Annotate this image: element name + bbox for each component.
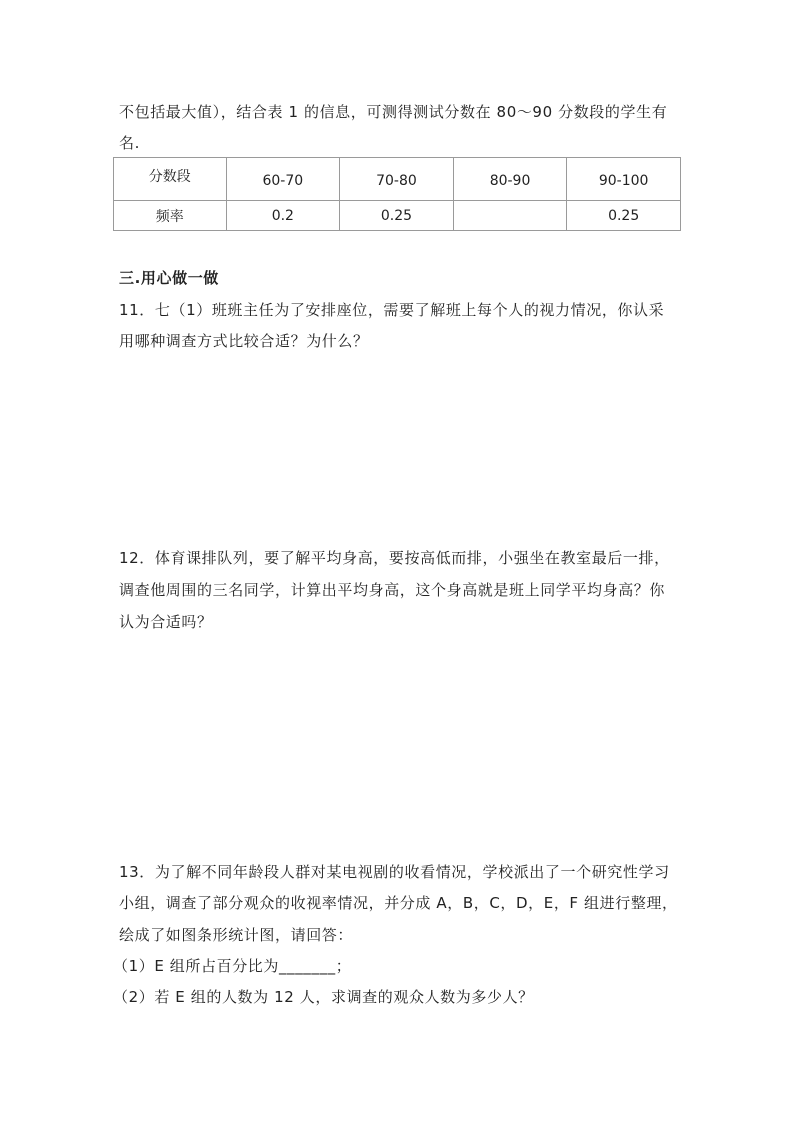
q11-line-1: 11．七（1）班班主任为了安排座位，需要了解班上每个人的视力情况，你认采 <box>119 301 665 319</box>
q13-sub-question-2: （2）若 E 组的人数为 12 人，求调查的观众人数为多少人？ <box>113 988 534 1006</box>
q13-sub-question-1: （1）E 组所占百分比为_______； <box>113 957 352 975</box>
q12-line-3: 认为合适吗？ <box>119 613 213 631</box>
intro-line-2: 名. <box>119 134 140 152</box>
table-cell-frequency: 0.2 <box>226 201 340 231</box>
q13-line-2: 小组，调查了部分观众的收视率情况，并分成 A，B，C，D，E，F 组进行整理， <box>119 894 678 912</box>
q11-line-2: 用哪种调查方式比较合适？为什么？ <box>119 332 369 350</box>
table-cell-frequency: 0.25 <box>567 201 681 231</box>
q12-line-2: 调查他周围的三名同学，计算出平均身高，这个身高就是班上同学平均身高？你 <box>119 581 666 599</box>
q13-line-1: 13．为了解不同年龄段人群对某电视剧的收看情况，学校派出了一个研究性学习 <box>119 863 670 881</box>
table-cell-segment: 80-90 <box>453 158 567 201</box>
section-title: 三.用心做一做 <box>119 269 219 287</box>
frequency-table <box>113 157 681 231</box>
intro-line-1: 不包括最大值），结合表 1 的信息，可测得测试分数在 80～90 分数段的学生有 <box>119 103 668 121</box>
table-cell-frequency <box>453 201 567 231</box>
q12-line-1: 12．体育课排队列，要了解平均身高，要按高低而排，小强坐在教室最后一排， <box>119 549 670 567</box>
table-cell-segment: 90-100 <box>567 158 681 201</box>
table-header-frequency: 频率 <box>114 201 227 231</box>
table-cell-frequency: 0.25 <box>340 201 454 231</box>
q13-line-3: 绘成了如图条形统计图，请回答： <box>119 926 354 944</box>
table-header-score-segment: 分数段 <box>114 158 227 201</box>
table-row <box>114 158 681 201</box>
table-cell-segment: 70-80 <box>340 158 454 201</box>
table-row <box>114 201 681 231</box>
table-cell-segment: 60-70 <box>226 158 340 201</box>
